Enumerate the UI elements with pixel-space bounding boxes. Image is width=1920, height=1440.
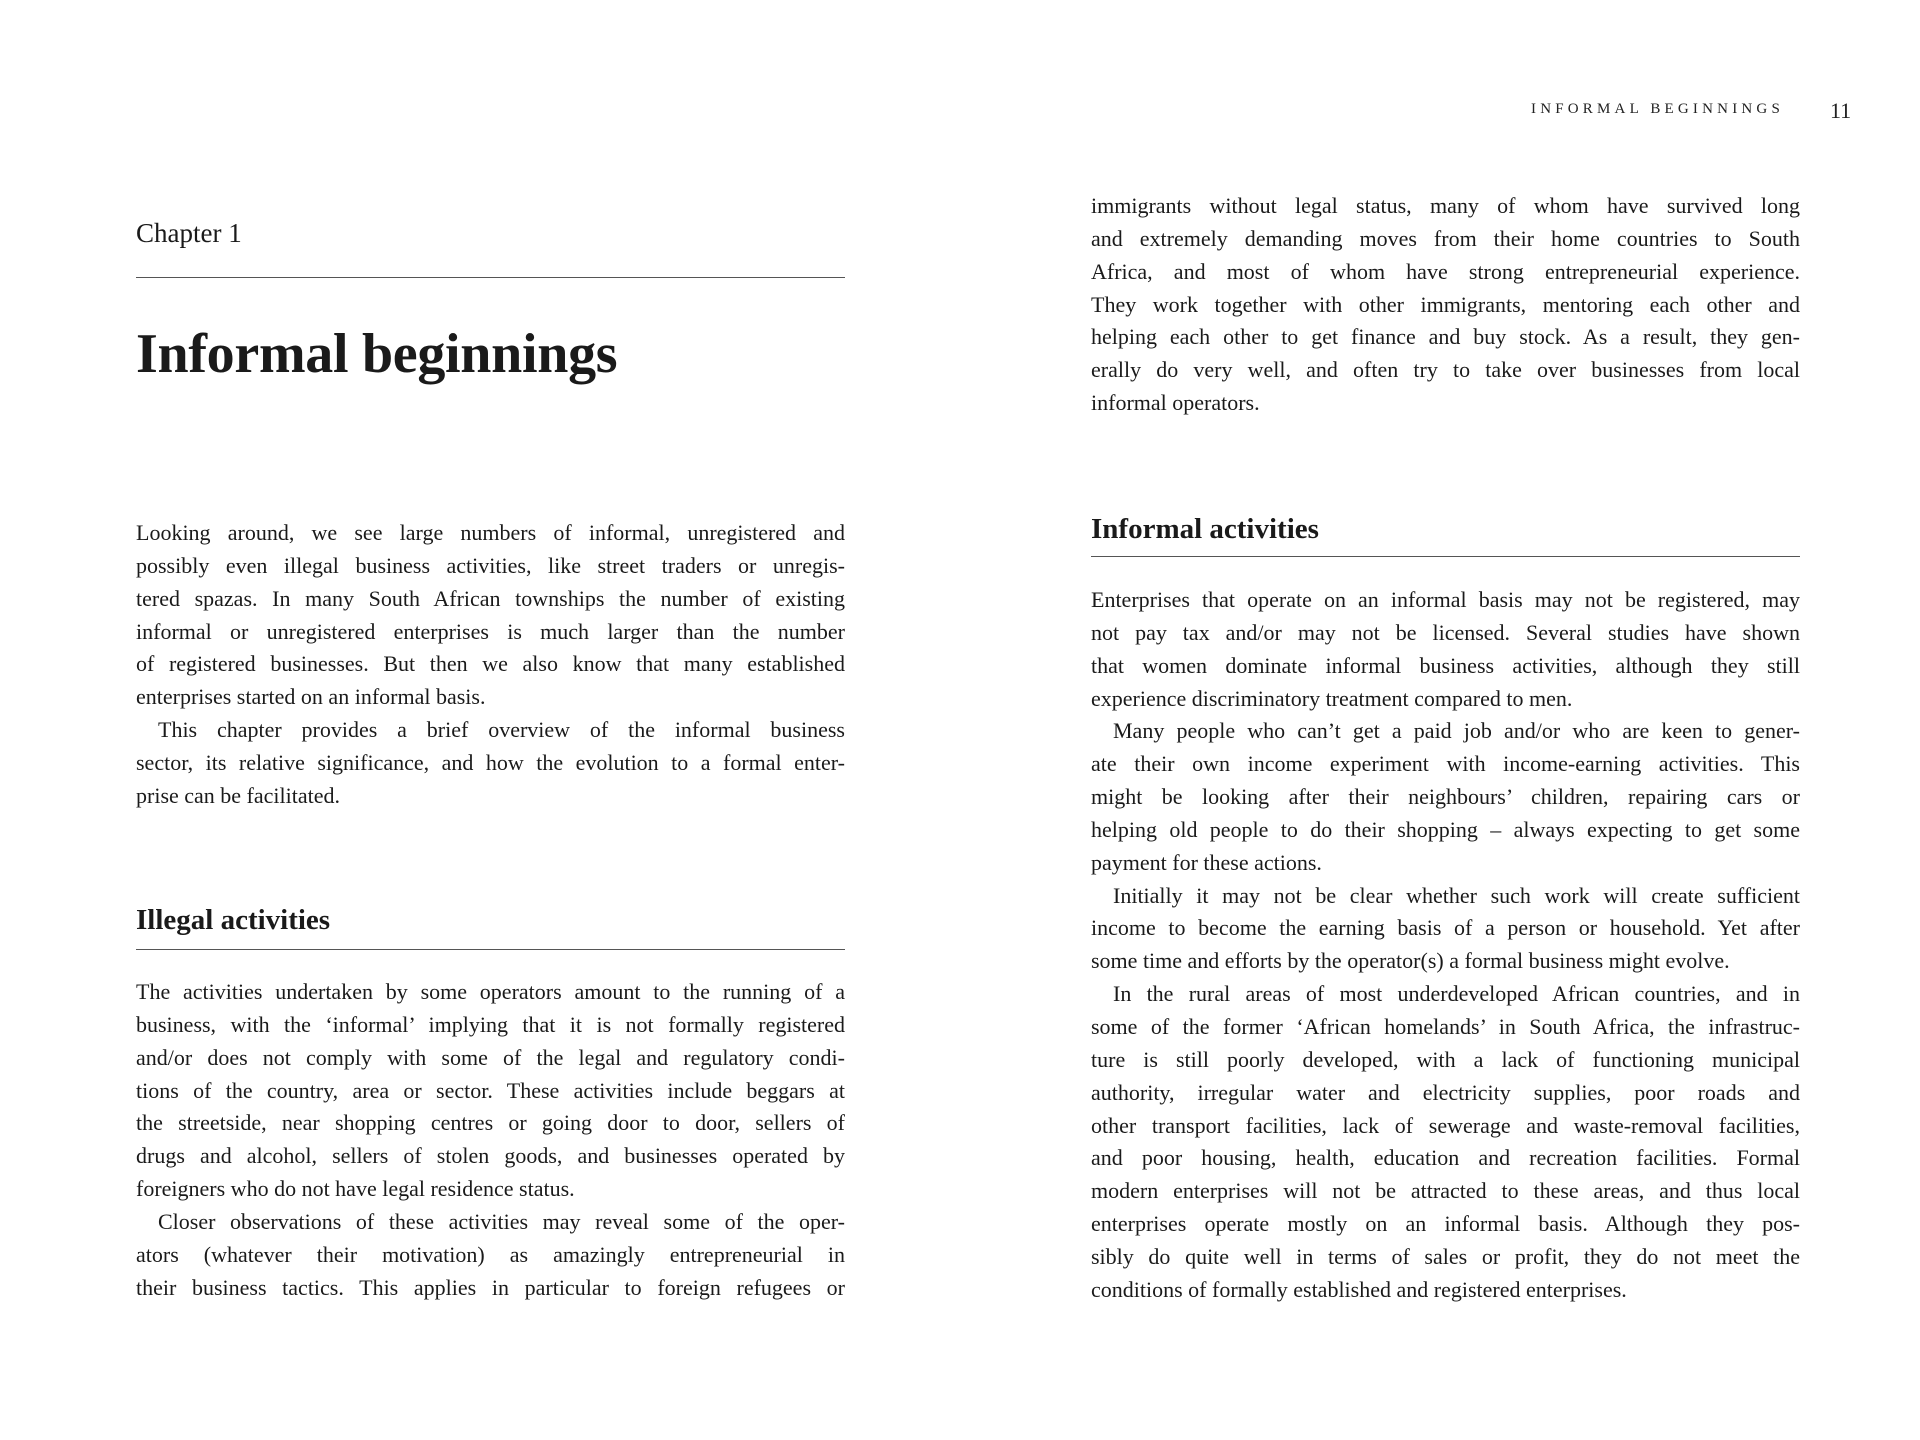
text-line: enterprises started on an informal basis. [136, 684, 486, 710]
informal-text [1091, 584, 1800, 1307]
text-line: income to become the earning basis of a person or household. Yet after [1091, 915, 1800, 941]
paragraph [1091, 190, 1800, 420]
text-line: conditions of formally established and registered enterprises. [1091, 1276, 1627, 1302]
text-line: ators (whatever their motivation) as amazingly entrepreneurial in [136, 1241, 845, 1267]
text-line: sector, its relative significance, and how the evolution to a formal enter- [136, 749, 845, 775]
chapter-title: Informal beginnings [136, 323, 618, 385]
text-line: not pay tax and/or may not be licensed. Several studies have shown [1091, 619, 1800, 645]
text-line: In the rural areas of most underdeveloped African countries, and in [1113, 981, 1800, 1007]
text-line: ture is still poorly developed, with a lack of functioning municipal [1091, 1046, 1800, 1072]
paragraph [1091, 584, 1800, 715]
paragraph [1091, 715, 1800, 879]
text-line: tions of the country, area or sector. These activities include beggars at [136, 1077, 845, 1103]
text-line: of registered businesses. But then we also know that many established [136, 651, 845, 677]
text-line: and extremely demanding moves from their home countries to South [1091, 225, 1800, 251]
text-line: Many people who can’t get a paid job and/or who are keen to gener- [1113, 718, 1800, 744]
text-line: They work together with other immigrants, mentoring each other and [1091, 291, 1800, 317]
section-heading-informal: Informal activities [1091, 513, 1319, 545]
text-line: some of the former ‘African homelands’ in South Africa, the infrastruc- [1091, 1013, 1800, 1039]
section-rule-illegal [136, 949, 845, 950]
chapter-rule [136, 277, 845, 278]
intro-text [136, 517, 845, 813]
text-line: might be looking after their neighbours’ children, repairing cars or [1091, 784, 1800, 810]
text-line: and poor housing, health, education and recreation facilities. Formal [1091, 1145, 1800, 1171]
text-line: business, with the ‘informal’ implying that it is not formally registered [136, 1011, 845, 1037]
paragraph [136, 714, 845, 813]
paragraph [136, 976, 845, 1206]
text-line: their business tactics. This applies in particular to foreign refugees or [136, 1274, 845, 1300]
text-line: the streetside, near shopping centres or going door to door, sellers of [136, 1110, 845, 1136]
text-line: possibly even illegal business activities, like street traders or unregis- [136, 552, 845, 578]
paragraph [136, 1206, 845, 1305]
text-line: informal or unregistered enterprises is much larger than the number [136, 618, 845, 644]
text-line: Closer observations of these activities may reveal some of the oper- [158, 1208, 845, 1234]
text-line: experience discriminatory treatment compared to men. [1091, 685, 1573, 711]
text-line: helping old people to do their shopping – always expecting to get some [1091, 816, 1800, 842]
chapter-label: Chapter 1 [136, 218, 242, 248]
text-line: sibly do quite well in terms of sales or profit, they do not meet the [1091, 1243, 1800, 1269]
text-line: Africa, and most of whom have strong entrepreneurial experience. [1091, 258, 1800, 284]
text-line: helping each other to get finance and buy stock. As a result, they gen- [1091, 324, 1800, 350]
text-line: authority, irregular water and electricity supplies, poor roads and [1091, 1079, 1800, 1105]
page-number: 11 [1830, 98, 1852, 123]
running-header: INFORMAL BEGINNINGS [1531, 101, 1784, 117]
text-line: erally do very well, and often try to take over businesses from local [1091, 357, 1800, 383]
text-line: Initially it may not be clear whether such work will create sufficient [1113, 882, 1800, 908]
text-line: Looking around, we see large numbers of informal, unregistered and [136, 520, 845, 545]
text-line: prise can be facilitated. [136, 782, 341, 808]
text-line: immigrants without legal status, many of whom have survived long [1091, 193, 1800, 218]
section-rule-informal [1091, 556, 1800, 557]
text-line: payment for these actions. [1091, 849, 1322, 875]
text-line: and/or does not comply with some of the legal and regulatory condi- [136, 1044, 845, 1070]
text-line: drugs and alcohol, sellers of stolen goods, and businesses operated by [136, 1143, 845, 1169]
section-heading-illegal: Illegal activities [136, 904, 331, 936]
text-line: informal operators. [1091, 390, 1260, 416]
illegal-text [136, 976, 845, 1304]
text-line: ate their own income experiment with income-earning activities. This [1091, 751, 1800, 777]
continuation-text [1091, 190, 1800, 420]
text-line: some time and efforts by the operator(s) a formal business might evolve. [1091, 948, 1730, 974]
paragraph [1091, 880, 1800, 979]
text-line: tered spazas. In many South African townships the number of existing [136, 585, 845, 611]
text-line: other transport facilities, lack of sewerage and waste-removal facilities, [1091, 1112, 1800, 1138]
paragraph [136, 517, 845, 714]
text-line: modern enterprises will not be attracted to these areas, and thus local [1091, 1178, 1800, 1204]
text-line: This chapter provides a brief overview of the informal business [158, 717, 845, 743]
text-line: foreigners who do not have legal residence status. [136, 1176, 575, 1202]
paragraph [1091, 978, 1800, 1306]
text-line: enterprises operate mostly on an informal basis. Although they pos- [1091, 1211, 1800, 1237]
text-line: The activities undertaken by some operators amount to the running of a [136, 979, 845, 1004]
text-line: Enterprises that operate on an informal basis may not be registered, may [1091, 587, 1800, 612]
text-line: that women dominate informal business activities, although they still [1091, 652, 1800, 678]
